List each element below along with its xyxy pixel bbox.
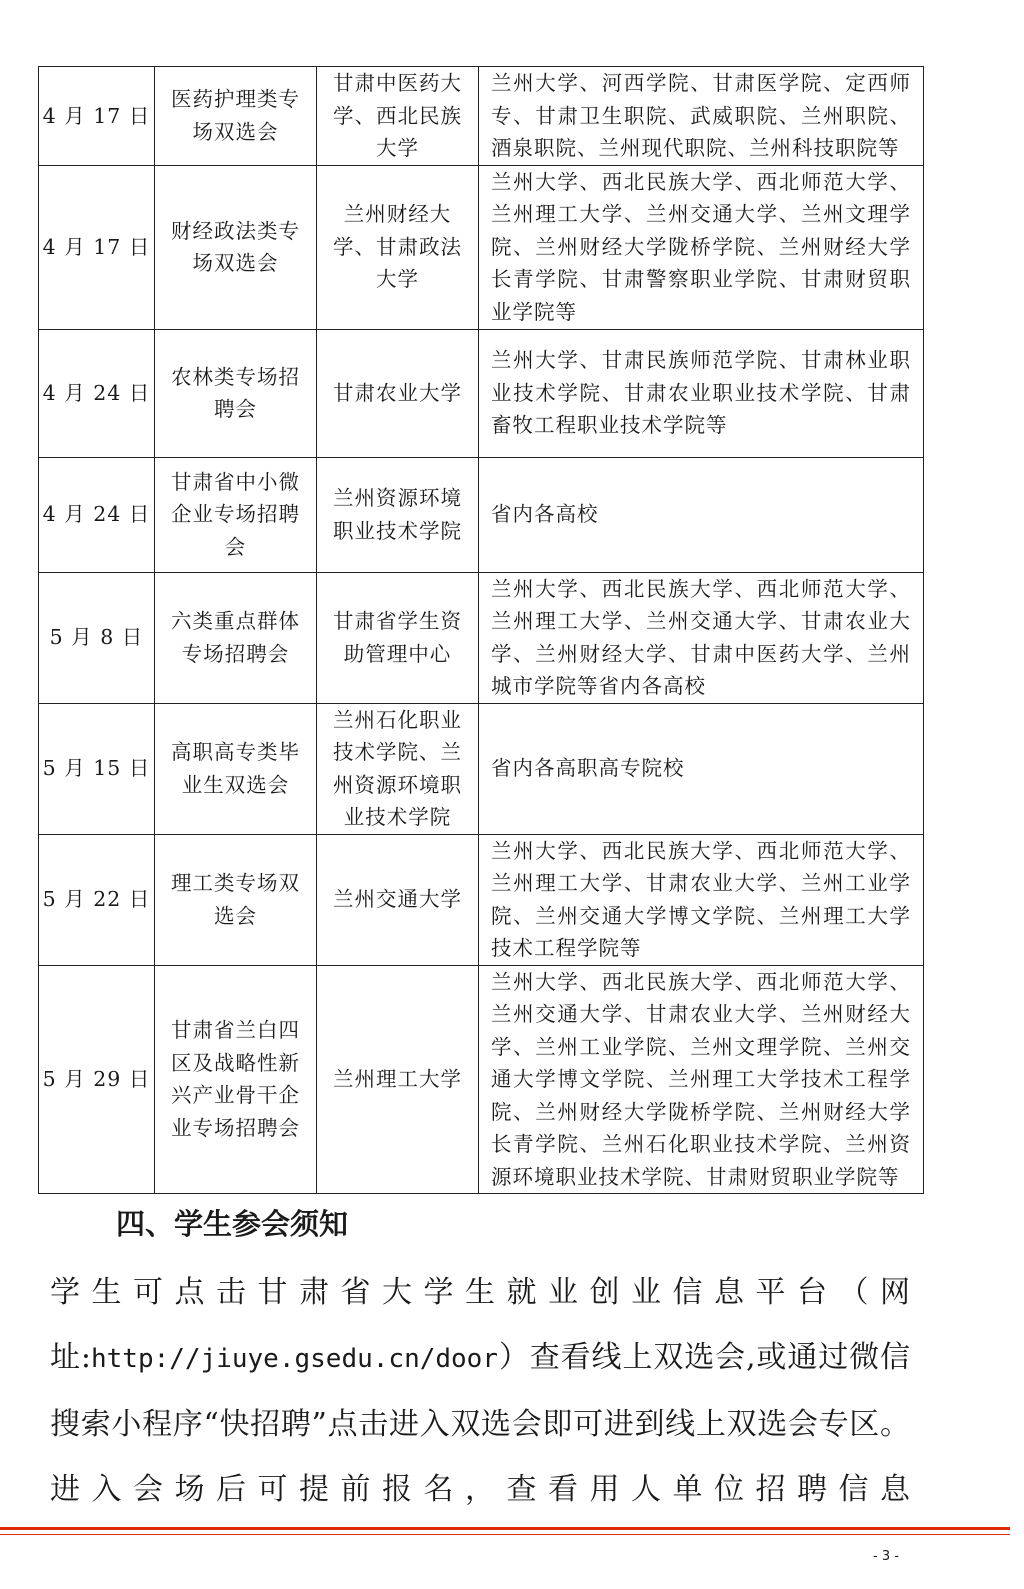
row-date: 4 月 24 日 [39, 329, 155, 457]
row-fair-name: 医药护理类专场双选会 [155, 67, 317, 166]
schedule-row [39, 572, 924, 703]
page-number: - 3 - [873, 1549, 899, 1564]
schedule-table-body [39, 67, 924, 1194]
row-schools: 兰州大学、西北民族大学、西北师范大学、兰州理工大学、兰州交通大学、甘肃农业大学、兰州财经大学、甘肃中医药大学、兰州城市学院等省内各高校 [479, 572, 924, 703]
row-host: 甘肃中医药大学、西北民族大学 [317, 67, 479, 166]
row-fair-name: 六类重点群体专场招聘会 [155, 572, 317, 703]
schedule-row [39, 965, 924, 1194]
row-host: 兰州资源环境职业技术学院 [317, 457, 479, 572]
job-fair-schedule-table [38, 66, 924, 1194]
row-fair-name: 甘肃省中小微企业专场招聘会 [155, 457, 317, 572]
row-schools: 省内各高校 [479, 457, 924, 572]
schedule-row [39, 834, 924, 965]
row-host: 兰州理工大学 [317, 965, 479, 1194]
paragraph-text-after-url: ）查看线上双选会,或通过微信搜索小程序“快招聘”点击进入双选会即可进到线上双选会专区。进入会场后可提前报名，查看用人单位招聘信息 [50, 1340, 910, 1507]
row-date: 5 月 29 日 [39, 965, 155, 1194]
schedule-row [39, 165, 924, 329]
row-date: 4 月 17 日 [39, 67, 155, 166]
footer-rule-thick [0, 1527, 1010, 1530]
row-host: 兰州交通大学 [317, 834, 479, 965]
schedule-row [39, 329, 924, 457]
row-date: 5 月 15 日 [39, 703, 155, 834]
row-fair-name: 农林类专场招聘会 [155, 329, 317, 457]
footer-rule-thin [0, 1534, 1010, 1535]
section-title: 四、学生参会须知 [116, 1207, 349, 1241]
row-schools: 兰州大学、西北民族大学、西北师范大学、兰州交通大学、甘肃农业大学、兰州财经大学、兰州工业学院、兰州文理学院、兰州交通大学博文学院、兰州理工大学技术工程学院、兰州财经大学陇桥学院、兰州财经大学长青学院、兰州石化职业技术学院、兰州资源环境职业技术学院、甘肃财贸职业学院等 [479, 965, 924, 1194]
row-host: 甘肃省学生资助管理中心 [317, 572, 479, 703]
row-fair-name: 高职高专类毕业生双选会 [155, 703, 317, 834]
row-date: 5 月 8 日 [39, 572, 155, 703]
row-schools: 兰州大学、西北民族大学、西北师范大学、兰州理工大学、甘肃农业大学、兰州工业学院、兰州交通大学博文学院、兰州理工大学技术工程学院等 [479, 834, 924, 965]
row-schools: 省内各高职高专院校 [479, 703, 924, 834]
row-schools: 兰州大学、河西学院、甘肃医学院、定西师专、甘肃卫生职院、武威职院、兰州职院、酒泉职院、兰州现代职院、兰州科技职院等 [479, 67, 924, 166]
row-date: 4 月 24 日 [39, 457, 155, 572]
row-schools: 兰州大学、西北民族大学、西北师范大学、兰州理工大学、兰州交通大学、兰州文理学院、兰州财经大学陇桥学院、兰州财经大学长青学院、甘肃警察职业学院、甘肃财贸职业学院等 [479, 165, 924, 329]
schedule-row [39, 67, 924, 166]
row-fair-name: 理工类专场双选会 [155, 834, 317, 965]
row-fair-name: 甘肃省兰白四区及战略性新兴产业骨干企业专场招聘会 [155, 965, 317, 1194]
row-host: 甘肃农业大学 [317, 329, 479, 457]
row-host: 兰州财经大学、甘肃政法大学 [317, 165, 479, 329]
paragraph-text-before-url: 学生可点击甘肃省大学生就业创业信息平台（网址: [50, 1275, 910, 1375]
row-fair-name: 财经政法类专场双选会 [155, 165, 317, 329]
row-date: 5 月 22 日 [39, 834, 155, 965]
row-date: 4 月 17 日 [39, 165, 155, 329]
schedule-row [39, 703, 924, 834]
row-schools: 兰州大学、甘肃民族师范学院、甘肃林业职业技术学院、甘肃农业职业技术学院、甘肃畜牧工程职业技术学院等 [479, 329, 924, 457]
platform-url-link[interactable]: http://jiuye.gsedu.cn/door [91, 1344, 498, 1374]
schedule-row [39, 457, 924, 572]
participation-notice-paragraph [50, 1260, 910, 1522]
row-host: 兰州石化职业技术学院、兰州资源环境职业技术学院 [317, 703, 479, 834]
